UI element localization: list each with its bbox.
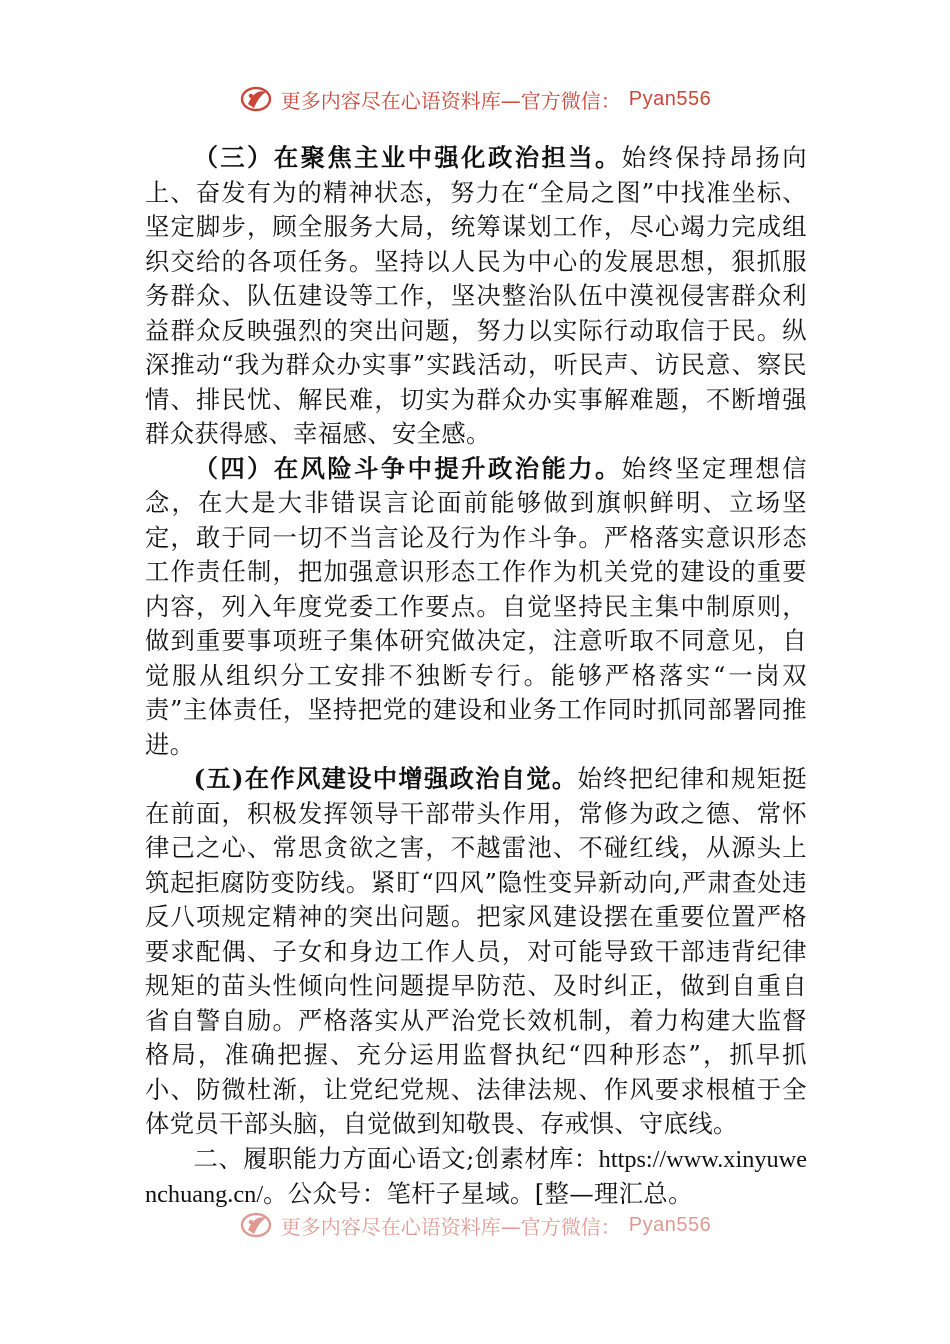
watermark-handle: Pyan556 [628, 87, 712, 110]
paragraph-5-text: 始终把纪律和规矩挺在前面，积极发挥领导干部带头作用，常修为政之德、常怀律己之心、常思贪欲之害，不越雷池、不碰红线，从源头上筑起拒腐防变防线。紧盯“四风”隐性变异新动向,严肃查处违反八项规定精神的突出问题。把家风建设摆在重要位置严格要求配偶、子女和身边工作人员，对可能导致干部违背纪律规矩的苗头性倾向性问题提早防范、及时纠正，做到自重自省自警自励。严格落实从严治党长效机制，着力构建大监督格局，准确把握、充分运用监督执纪“四种形态”，抓早抓小、防微杜渐，让党纪党规、法律法规、作风要求根植于全体党员干部头脑，自觉做到知敬畏、存戒惧、守底线。 [145, 764, 807, 1138]
watermark-text: 更多内容尽在心语资料库—官方微信： [280, 88, 621, 113]
watermark-footer [0, 1210, 950, 1240]
closing-paragraph [145, 1142, 807, 1213]
resource-url: https://www.xinyuwenchuang.cn/ [145, 1145, 807, 1208]
paragraph-5 [145, 762, 807, 1142]
closing-suffix: 。公众号：笔杆子星域。[整—理汇总。 [263, 1179, 693, 1208]
paragraph-3-text: 始终保持昂扬向上、奋发有为的精神状态，努力在“全局之图”中找准坐标、坚定脚步，顾全服务大局，统筹谋划工作，尽心竭力完成组织交给的各项任务。坚持以人民为中心的发展思想，狠抓服务群众、队伍建设等工作，坚决整治队伍中漠视侵害群众利益群众反映强烈的突出问题，努力以实际行动取信于民。纵深推动“我为群众办实事”实践活动，听民声、访民意、察民情、排民忧、解民难，切实为群众办实事解难题，不断增强群众获得感、幸福感、安全感。 [145, 143, 807, 448]
paragraph-3-heading: （三）在聚焦主业中强化政治担当。 [193, 143, 622, 172]
paragraph-4 [145, 452, 807, 763]
paragraph-4-text: 始终坚定理想信念，在大是大非错误言论面前能够做到旗帜鲜明、立场坚定，敢于同一切不当言论及行为作斗争。严格落实意识形态工作责任制，把加强意识形态工作作为机关党的建设的重要内容，列入年度党委工作要点。自觉坚持民主集中制原则，做到重要事项班子集体研究做决定，注意听取不同意见，自觉服从组织分工安排不独断专行。能够严格落实“一岗双责”主体责任，坚持把党的建设和业务工作同时抓同部署同推进。 [145, 453, 807, 759]
paragraph-5-heading: (五)在作风建设中增强政治自觉。 [193, 764, 578, 793]
document-body [145, 141, 807, 1213]
closing-prefix: 二、履职能力方面心语文;创素材库： [193, 1143, 599, 1173]
watermark-text: 更多内容尽在心语资料库—官方微信： [280, 1214, 621, 1239]
brush-logo-icon [239, 84, 273, 114]
paragraph-3 [145, 141, 807, 452]
paragraph-4-heading: （四）在风险斗争中提升政治能力。 [193, 453, 622, 483]
watermark-header [0, 84, 950, 114]
watermark-handle: Pyan556 [628, 1213, 712, 1236]
brush-logo-icon [239, 1210, 273, 1240]
